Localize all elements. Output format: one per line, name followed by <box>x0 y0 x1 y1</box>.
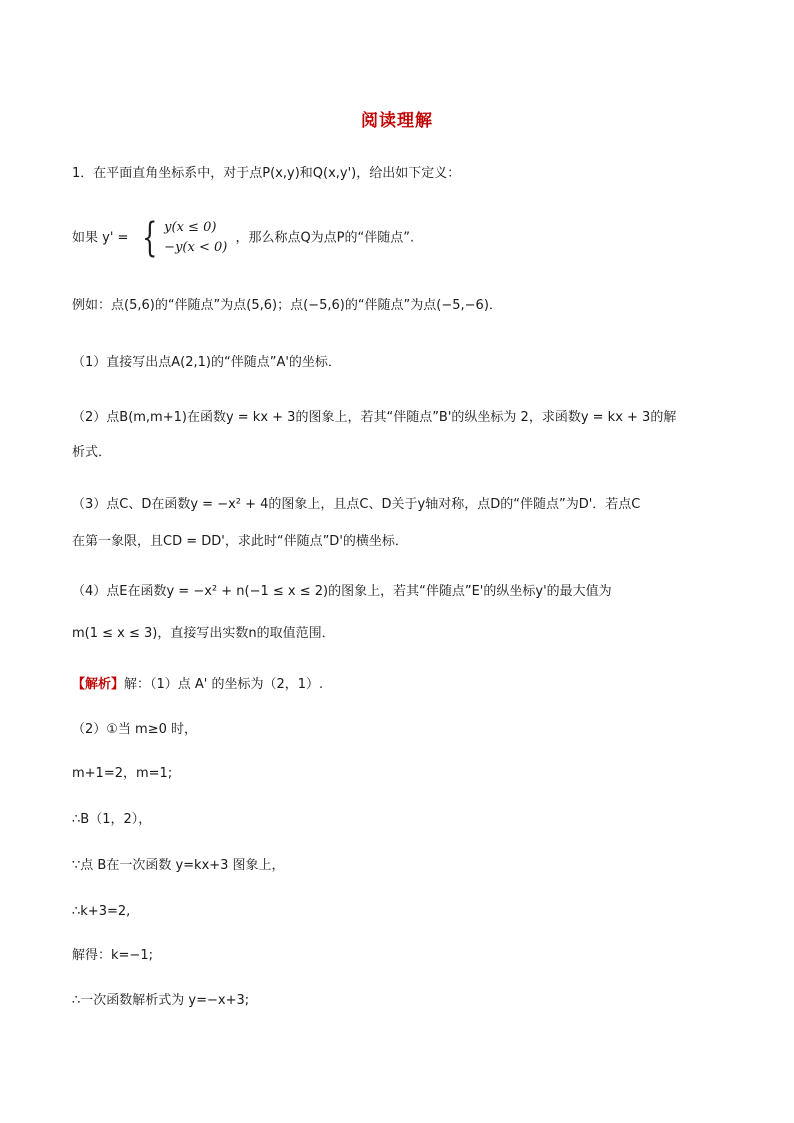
solution-line: ∴一次函数解析式为 y=−x+3; <box>72 993 250 1008</box>
question-intro: 1．在平面直角坐标系中，对于点P(x,y)和Q(x,y')，给出如下定义： <box>72 166 461 181</box>
part-1: （1）直接写出点A(2,1)的“伴随点”A'的坐标． <box>72 355 341 370</box>
case-two: −y(x < 0) <box>164 240 228 255</box>
piecewise-cases <box>137 215 228 261</box>
part-2-line-2: 析式． <box>72 445 112 460</box>
solution-line: ∵点 B在一次函数 y=kx+3 图象上， <box>72 858 285 873</box>
case-one: y(x ≤ 0) <box>164 220 217 235</box>
solution-line: ∴B（1，2）， <box>72 812 152 827</box>
brace-symbol: { <box>141 215 157 261</box>
part-4-line-2: m(1 ≤ x ≤ 3)，直接写出实数n的取值范围． <box>72 626 335 641</box>
part-4-line-1: （4）点E在函数y = −x² + n(−1 ≤ x ≤ 2)的图象上，若其“伴随点”E'的纵坐标y'的最大值为 <box>72 584 612 599</box>
example-text: 例如：点(5,6)的“伴随点”为点(5,6)；点(−5,6)的“伴随点”为点(−5,−6)． <box>72 298 502 313</box>
solution-line: （2）①当 m≥0 时， <box>72 722 198 737</box>
part-3-line-2: 在第一象限，且CD = DD'，求此时“伴随点”D'的横坐标． <box>72 534 408 549</box>
solution-line: ∴k+3=2, <box>72 904 131 919</box>
definition-prefix: 如果 y' = <box>72 230 129 246</box>
definition-suffix: ，那么称点Q为点P的“伴随点”. <box>235 230 415 246</box>
analysis-line-1 <box>72 675 732 695</box>
solution-line: m+1=2，m=1; <box>72 766 173 781</box>
solution-line: 解得：k=−1; <box>72 948 153 963</box>
analysis-tag: 【解析】 <box>72 677 125 692</box>
page-title: 阅读理解 <box>361 111 433 131</box>
analysis-answer-1: 解：（1）点 A' 的坐标为（2，1）. <box>124 677 324 692</box>
part-3-line-1: （3）点C、D在函数y = −x² + 4的图象上，且点C、D关于y轴对称，点D的“伴随点”为D'．若点C <box>72 497 641 512</box>
definition <box>72 215 732 261</box>
part-2-line-1: （2）点B(m,m+1)在函数y = kx + 3的图象上，若其“伴随点”B'的纵坐标为 2，求函数y = kx + 3的解 <box>72 410 677 425</box>
